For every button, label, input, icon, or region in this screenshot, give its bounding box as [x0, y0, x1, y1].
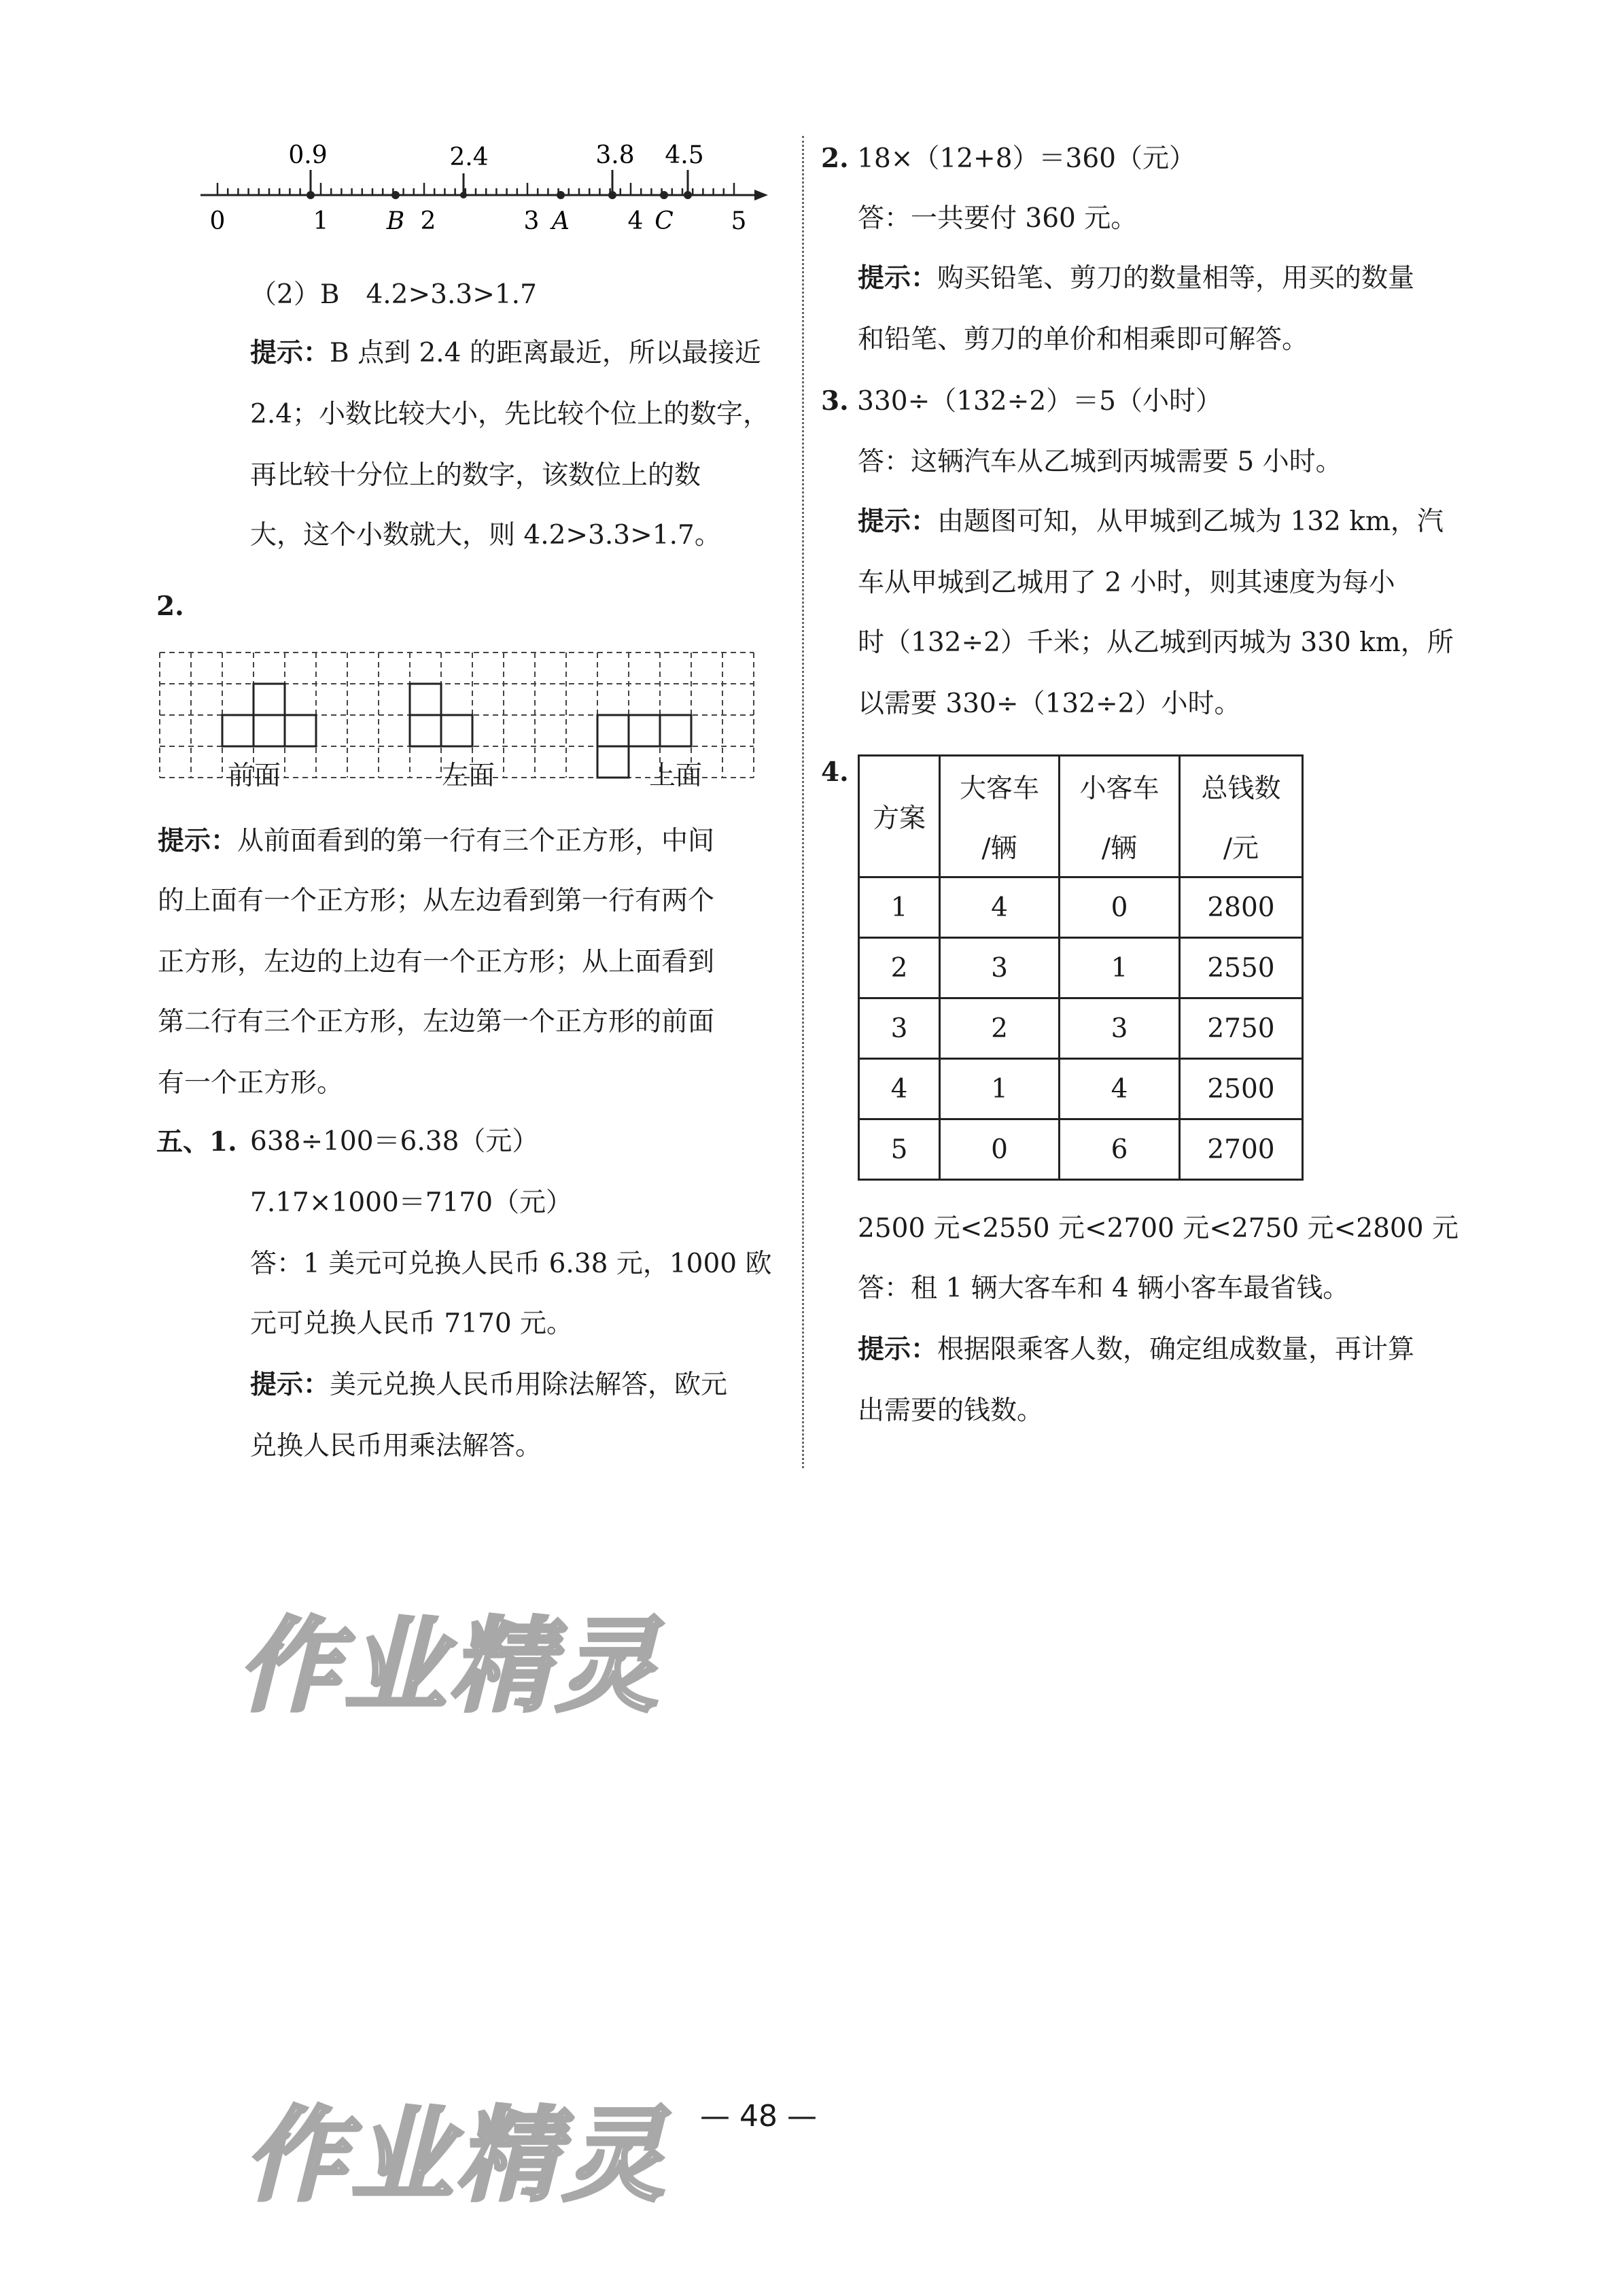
view-square	[597, 746, 629, 778]
number-line-arrow	[754, 190, 768, 201]
q2-hint-line4: 第二行有三个正方形，左边第一个正方形的前面	[158, 1007, 715, 1037]
cell: 2	[940, 998, 1060, 1059]
table-row	[859, 1119, 1303, 1180]
column-divider	[802, 136, 804, 1468]
r-q4-compare: 2500 元<2550 元<2700 元<2750 元<2800 元	[858, 1213, 1459, 1244]
cell: 3	[859, 998, 940, 1059]
r-q3-ans: 答：这辆汽车从乙城到丙城需要 5 小时。	[858, 447, 1342, 477]
cell: 3	[940, 938, 1060, 998]
q2-hint-line2: 的上面有一个正方形；从左边看到第一行有两个	[158, 886, 715, 916]
view-front-label: 前面	[228, 761, 281, 791]
cell: 2500	[1180, 1059, 1303, 1119]
q2-hint-line1	[158, 828, 714, 855]
s5-q1-ans2: 元可兑换人民币 7170 元。	[250, 1308, 574, 1339]
r-q3-hint-text1: 由题图可知，从甲城到乙城为 132 km，汽	[937, 506, 1444, 537]
view-square	[254, 684, 285, 715]
table-row	[859, 998, 1303, 1059]
q2-hint-text1: 从前面看到的第一行有三个正方形，中间	[237, 826, 715, 856]
r-q2-label: 2.	[821, 143, 849, 174]
cell: 4	[940, 877, 1060, 938]
r-q2-hint-text1: 购买铅笔、剪刀的数量相等，用买的数量	[937, 263, 1415, 294]
q2-number: 2.	[156, 591, 184, 622]
plan-table	[858, 754, 1304, 1181]
cell: 1	[859, 877, 940, 938]
r-q2-hint1	[858, 265, 1414, 292]
tick-label-0: 0	[209, 207, 226, 235]
watermark-top: 作业精灵	[238, 1607, 663, 1726]
q1-2-answer: （2）B 4.2>3.3>1.7	[250, 279, 537, 310]
r-q3-hint4: 以需要 330÷（132÷2）小时。	[858, 689, 1241, 719]
tick-label-3: 3	[523, 207, 540, 235]
s5-q1-line2: 7.17×1000＝7170（元）	[250, 1187, 573, 1218]
r-q4-hint2: 出需要的钱数。	[858, 1395, 1044, 1426]
tick-label-5: 5	[731, 207, 747, 235]
cell: 5	[859, 1119, 940, 1180]
q1-hint-text1: B 点到 2.4 的距离最近，所以最接近	[330, 338, 761, 368]
r-q2-hint2: 和铅笔、剪刀的单价和相乘即可解答。	[858, 324, 1309, 355]
view-square	[410, 684, 441, 715]
r-q4-hint1	[858, 1336, 1414, 1363]
r-q2-line	[821, 145, 1195, 173]
r-q3-hint1	[858, 508, 1444, 536]
view-square	[629, 715, 660, 746]
cell: 2750	[1180, 998, 1303, 1059]
s5-q1-hint-text1: 美元兑换人民币用除法解答，欧元	[330, 1370, 728, 1400]
number-line	[194, 139, 771, 241]
tick-label-4: 4	[627, 207, 644, 235]
point-3.8	[608, 191, 616, 199]
cell: 1	[940, 1059, 1060, 1119]
view-square	[254, 715, 285, 746]
r-q3-label: 3.	[821, 385, 849, 417]
s5-q1-hint1	[250, 1372, 727, 1399]
r-q3-line	[821, 387, 1222, 415]
point-4.5	[684, 191, 692, 199]
cell: 2	[859, 938, 940, 998]
header-big-1: 大客车	[940, 756, 1060, 817]
r-q3-expr: 330÷（132÷2）＝5（小时）	[857, 386, 1222, 417]
watermark-bottom: 作业精灵	[245, 2097, 669, 2215]
tick-label-2: 2	[420, 207, 436, 235]
r-q2-ans: 答：一共要付 360 元。	[858, 203, 1138, 234]
cell: 1	[1060, 938, 1180, 998]
tick-label-1: 1	[313, 207, 329, 235]
label-0.9: 0.9	[288, 141, 328, 169]
cell: 4	[1060, 1059, 1180, 1119]
q1-hint-line3: 再比较十分位上的数字，该数位上的数	[250, 460, 701, 491]
table-header-row-1	[859, 756, 1303, 817]
view-square	[285, 715, 316, 746]
r-q2-expr: 18×（12+8）＝360（元）	[857, 143, 1195, 174]
number-line-ticks	[217, 183, 734, 195]
view-square	[222, 715, 254, 746]
label-4.5: 4.5	[665, 141, 704, 169]
s5-q1-line1: 638÷100＝6.38（元）	[250, 1126, 539, 1157]
header-plan: 方案	[859, 756, 940, 877]
header-big-2: /辆	[940, 816, 1060, 877]
tick-label-C: C	[654, 207, 674, 235]
cell: 2800	[1180, 877, 1303, 938]
cell: 3	[1060, 998, 1180, 1059]
cell: 4	[859, 1059, 940, 1119]
header-small-2: /辆	[1060, 816, 1180, 877]
point-B	[391, 191, 400, 199]
table-row	[859, 877, 1303, 938]
cell: 0	[940, 1119, 1060, 1180]
header-total-2: /元	[1180, 816, 1303, 877]
point-2.4	[460, 192, 467, 198]
hint-label: 提示：	[158, 826, 238, 856]
r-q4-hint-text1: 根据限乘客人数，确定组成数量，再计算	[937, 1334, 1415, 1365]
view-top-label: 上面	[649, 761, 703, 791]
view-square	[410, 715, 441, 746]
hint-label: 提示：	[858, 506, 938, 537]
table-row	[859, 938, 1303, 998]
q2-hint-line3: 正方形，左边的上边有一个正方形；从上面看到	[158, 947, 715, 977]
s5-q1-hint2: 兑换人民币用乘法解答。	[250, 1431, 542, 1461]
view-square	[441, 715, 472, 746]
cell: 2550	[1180, 938, 1303, 998]
r-q3-hint3: 时（132÷2）千米；从乙城到丙城为 330 km，所	[858, 627, 1454, 658]
r-q4-ans: 答：租 1 辆大客车和 4 辆小客车最省钱。	[858, 1273, 1350, 1304]
hint-label: 提示：	[250, 338, 330, 368]
q2-hint-line5: 有一个正方形。	[158, 1068, 344, 1098]
r-q3-hint2: 车从甲城到乙城用了 2 小时，则其速度为每小	[858, 568, 1395, 598]
point-0.9	[307, 191, 315, 199]
hint-label: 提示：	[250, 1370, 330, 1400]
q1-hint-line1	[250, 340, 761, 367]
cell: 2700	[1180, 1119, 1303, 1180]
label-3.8: 3.8	[595, 141, 635, 169]
view-square	[597, 715, 629, 746]
tick-label-A: A	[552, 207, 570, 235]
section5-label: 五、1.	[156, 1126, 237, 1158]
label-2.4: 2.4	[449, 143, 489, 171]
hint-label: 提示：	[858, 263, 938, 294]
r-q4-label: 4.	[821, 756, 849, 788]
header-total-1: 总钱数	[1180, 756, 1303, 817]
header-small-1: 小客车	[1060, 756, 1180, 817]
point-A	[557, 191, 565, 199]
hint-label: 提示：	[858, 1334, 938, 1365]
q1-hint-line2: 2.4；小数比较大小，先比较个位上的数字，	[250, 399, 770, 430]
cell: 0	[1060, 877, 1180, 938]
q1-hint-line4: 大，这个小数就大，则 4.2>3.3>1.7。	[250, 520, 721, 551]
cell: 6	[1060, 1119, 1180, 1180]
table-row	[859, 1059, 1303, 1119]
view-square	[660, 715, 691, 746]
s5-q1-ans1: 答：1 美元可兑换人民币 6.38 元，1000 欧	[250, 1249, 772, 1279]
tick-label-B: B	[386, 207, 405, 235]
view-left-label: 左面	[442, 761, 495, 791]
point-C	[660, 191, 668, 199]
page-number: — 48 —	[700, 2099, 817, 2134]
